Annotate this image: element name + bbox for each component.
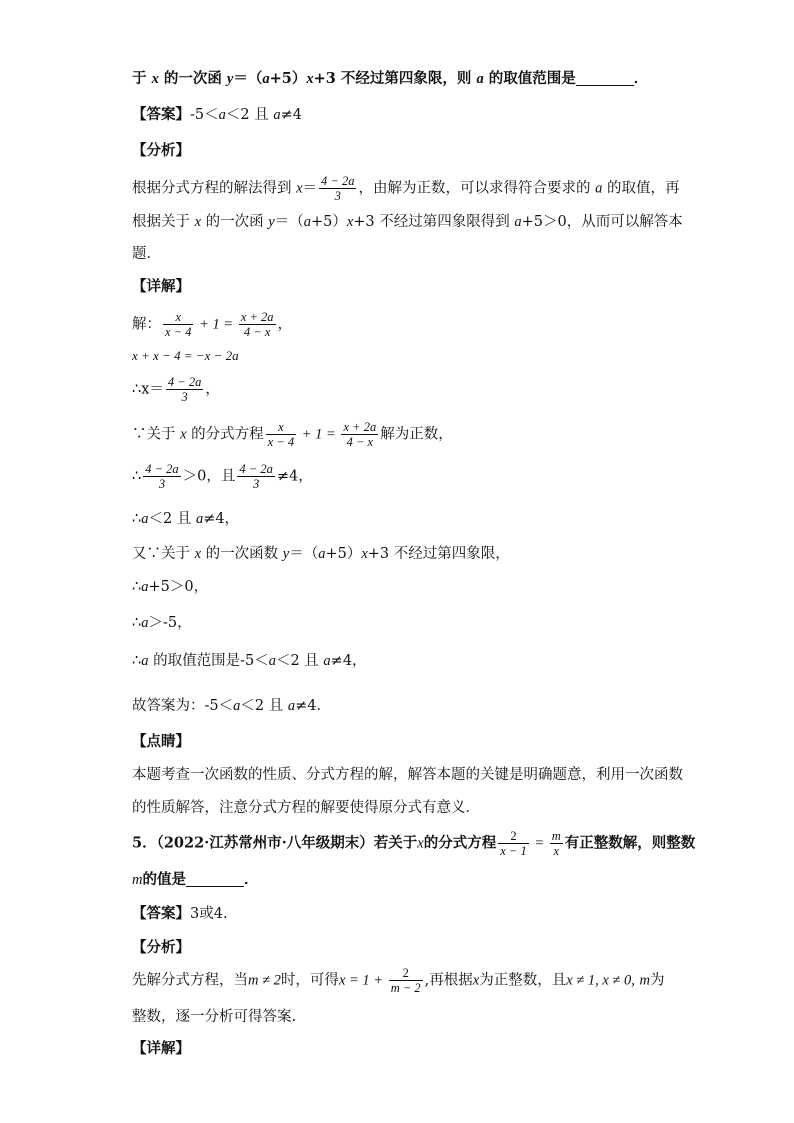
q4-step3: ∴x＝ $\frac{4 - 2a}{3}$ ，: [132, 375, 220, 404]
q4-comment-line1: 本题考查一次函数的性质、分式方程的解，解答本题的关键是明确题意，利用一次函数: [132, 767, 683, 783]
q4-analysis-line3: 题．: [132, 246, 161, 262]
fraction: $\frac{4 - 2a}{3}$: [239, 462, 273, 491]
q4-stem: 于 x 的一次函 y＝（a+5）x+3 不经过第四象限，则 a 的取值范围是 ．: [132, 70, 649, 87]
q4-step10: ∴a 的取值范围是-5＜a＜2 且 a≠4，: [132, 653, 367, 669]
q5-analysis-line1: 先解分式方程，当m ≠ 2时，可得x = 1 + $\frac{2}{m - 2}$ ,再根据x为正整数，且x ≠ 1, x ≠ 0, m为: [132, 966, 665, 995]
fraction: $\frac{2}{m - 2}$: [390, 966, 421, 995]
q5-stem-line2: m的值是 ．: [132, 871, 259, 888]
fraction: $\frac{4 - 2a}{3}$: [167, 375, 202, 404]
fraction: $\frac{x}{x - 4}$: [165, 310, 192, 339]
q4-step8: ∴a+5＞0，: [132, 579, 209, 595]
q5-answer: 【答案】3或4.: [132, 905, 228, 922]
fraction: $\frac{m}{x}$: [551, 829, 561, 858]
fraction: $\frac{4 - 2a}{3}$: [321, 174, 355, 203]
q4-comment-tag: 【点睛】: [132, 733, 190, 750]
q4-step4: ∵关于 x 的分式方程 $\frac{x}{x - 4}$ + 1 = $\frac{x + 2a}{4 - x}$ 解为正数，: [132, 420, 453, 449]
q4-step9: ∴a＞-5，: [132, 615, 192, 631]
q4-step6: ∴a＜2 且 a≠4，: [132, 511, 240, 527]
q5-analysis-line2: 整数，逐一分析可得答案.: [132, 1009, 297, 1025]
q4-analysis-line1: 根据分式方程的解法得到 x＝ $\frac{4 - 2a}{3}$ ，由解为正数，可以求得符合要求的 a 的取值，再: [132, 174, 680, 203]
q5-stem: 5．（2022·江苏常州市·八年级期末）若关于x的分式方程 $\frac{2}{x - 1}$ = $\frac{m}{x}$ 有正整数解，则整数: [132, 829, 696, 858]
q5-analysis-tag: 【分析】: [132, 939, 190, 956]
fraction: $\frac{x + 2a}{4 - x}$: [240, 310, 274, 339]
q4-step5: ∴ $\frac{4 - 2a}{3}$ ＞0，且 $\frac{4 - 2a}{3}$ ≠4，: [132, 462, 313, 491]
q4-step1: 解： $\frac{x}{x - 4}$ + 1 = $\frac{x + 2a}{4 - x}$ ，: [132, 310, 293, 339]
q4-step2: x + x − 4 = −x − 2a: [132, 348, 239, 363]
q5-detail-tag: 【详解】: [132, 1040, 190, 1057]
fraction: $\frac{x + 2a}{4 - x}$: [343, 420, 377, 449]
q4-step7: 又∵关于 x 的一次函数 y＝（a+5）x+3 不经过第四象限，: [132, 546, 510, 562]
q4-answer: 【答案】-5＜a＜2 且 a≠4: [132, 106, 302, 123]
answer-blank: [576, 71, 634, 86]
q4-step11: 故答案为：-5＜a＜2 且 a≠4．: [132, 698, 331, 714]
fraction: $\frac{2}{x - 1}$: [500, 829, 527, 858]
fraction: $\frac{x}{x - 4}$: [267, 420, 295, 449]
q4-analysis-tag: 【分析】: [132, 142, 190, 159]
fraction: $\frac{4 - 2a}{3}$: [145, 462, 179, 491]
q4-detail-tag: 【详解】: [132, 278, 190, 295]
answer-blank: [186, 872, 244, 887]
q4-comment-line2: 的性质解答，注意分式方程的解要使得原分式有意义．: [132, 800, 480, 816]
q4-analysis-line2: 根据关于 x 的一次函 y＝（a+5）x+3 不经过第四象限得到 a+5＞0，从而可以解答本: [132, 214, 683, 230]
